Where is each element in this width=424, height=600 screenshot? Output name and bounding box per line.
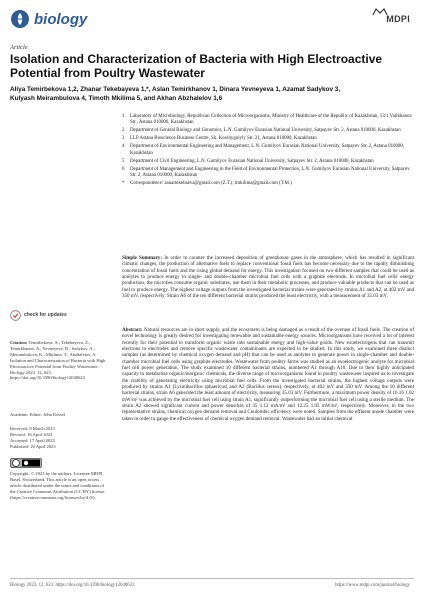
citation-block <box>10 340 108 381</box>
journal-name: biology <box>34 10 88 28</box>
biology-logo-icon <box>10 9 30 29</box>
affiliation-item: 1 Laboratory of Microbiology, Republican Collection of Microorganisms, Ministry of Healthcare of the Republic of Kazakhstan, 13/1 Valikhanov Str., Astana 010000, Kazakhstan <box>122 114 412 126</box>
affiliation-item: 3 LLP Astana Bioscience Business Centre, Sh. Kosshygulyly Str. 21, Astana 010000, Kazakhstan <box>122 136 317 142</box>
affiliation-item: 4 Department of Environmental Engineering and Management, L.N. Gumilyov Eurasian National University, Satpayev Str. 2, Astana 010000, Kazakhstan <box>122 144 405 156</box>
article-type: Article <box>10 44 28 51</box>
received-date: Received: 8 March 2023 <box>10 426 55 431</box>
citation-label: Citation: <box>10 340 28 345</box>
published-date: Published: 20 April 2023 <box>10 444 56 450</box>
accepted-date: Accepted: 17 April 2023 <box>10 438 55 444</box>
updates-label: check for updates <box>24 311 67 318</box>
author-list <box>10 85 414 103</box>
footer-citation[interactable]: Biology 2023, 12, 623. https://doi.org/10.3390/biology12040623 <box>10 583 135 588</box>
summary-text: In order to counter the increased deposition of greenhouse gases in the atmosphere, which has resulted in significant climatic changes, the production of alternative fuels to replace conventional fossil fuels has become necessary due to the rapidly diminishing concentration of fossil fuels and the rising global demand for energy. This investigation focused on two different samples that could be used as anolytes to produce energy in single- and double-chamber microbial fuel cells with a graphite electrode. In microbial fuel cells' energy production, the microbes consume organic substrates, use them in their metabolic processes, and produce valuable products that can be used as fuel to produce energy. The highest voltage outputs from the investigated bacterial strains were generated by strains A1 and A2, at 402 mV and 350 mV, respectively. Strain A6 of the ten different bacterial strains produced the least electricity, with a measurement of 35.03 mV. <box>122 255 415 300</box>
copyright-notice: Copyright: © 2023 by the authors. Licensee MDPI, Basel, Switzerland. This article is an open access article distributed under the terms and conditions of the Creative Commons Attribution (CC BY) license (https://creativecommons.org/licenses/by/4.0/). <box>10 471 105 500</box>
affiliation-item: 5 Department of Civil Engineering, L.N. Gumilyov Eurasian National University, Satpayev Str. 2, Astana 010000, Kazakhstan <box>122 158 374 164</box>
journal-logo[interactable] <box>10 9 87 29</box>
abstract-text: Natural resources are in short supply, and the ecosystem is being damaged as a result of the overuse of fossil fuels. The creation of novel technology is greatly desired for investigating renewable and sustainable energy sources. Microorganisms have received a lot of interest recently for their potential to transform organic waste into sustainable energy and high-value goods. New exoelectrogens that can transmit electrons to electrodes and remove specific wastewater contaminants are expected to be studied. In this study, we examined three distinct samples (as determined by chemical oxygen demand and pH) that can be used as anolytes to generate power in single-chamber and double-chamber microbial fuel cells using graphite electrodes. Wastewater from poultry farms was studied as an exoelectrogenic anolyte for microbial fuel cell power generation. The study examined 10 different bacterial strains, numbered A1 through A10. Due to their highly anticipated capacity to metabolize organic/inorganic chemicals, the diverse range of microorganisms found in poultry wastewater inspired us to investigate the viability of generating electricity using microbial fuel cells. From the investigated bacterial strains, the highest voltage outputs were produced by strains A1 (Lysinibacillus sphaericus) and A2 (Bacillus cereus), respectively, at 402 mV and 350 mV. Among the 10 different bacterial strains, strain A6 generated the least amount of electricity, measuring 35.03 mV. Furthermore, a maximum power density of 16.16 1.02 mW/m² was achieved by the microbial fuel cell using strain A1, significantly outperforming the microbial fuel cell using a sterile medium. The strain A2 showed significant current and power densities of 35 1.12 mA/m² and 12.25 1.05 mW/m², respectively. Moreover, in the two representative strains, chemical oxygen demand removal and Coulombic efficiency were noted. Samples from the effluent anode chamber were taken in order to gauge the effectiveness of chemical oxygen demand removal. Wastewater had an initial chemical <box>122 327 414 422</box>
authors-line-1: Aliya Temirbekova 1,2, Zhanar Tekebayeva 1,*, Aslan Temirkhanov 1, Dinara Yevneyeva 1, Azamat Sadykov 3, <box>10 86 341 93</box>
affiliation-item: 6 Department of Management and Engineering in the Field of Environmental Protection, L.N. Gumilyov Eurasian National University, Satpayev Str. 2, Astana 010000, Kazakhstan <box>122 166 410 179</box>
cc-by-license-icon[interactable] <box>10 458 42 468</box>
abstract-label: Abstract: <box>122 327 143 333</box>
correspondence: * Correspondence: zanartekebaeva@gmail.com (Z.T.); tmkilima@gmail.com (T.M.) <box>122 181 292 187</box>
authors-line-2: Kulyash Meirambulova 4, Timoth Mkilima 5, and Akhan Abzhalelov 1,6 <box>10 95 223 102</box>
update-icon <box>10 310 21 321</box>
abstract <box>122 327 414 422</box>
publication-dates <box>10 426 108 450</box>
publisher-name: MDPI <box>386 14 410 24</box>
academic-editor: Academic Editor: John Kessel <box>10 412 66 417</box>
article-title: Isolation and Characterization of Bacteria with High Electroactive Potential from Poultry Wastewater <box>10 52 383 80</box>
simple-summary <box>122 255 414 299</box>
summary-label: Simple Summary: <box>122 255 163 261</box>
affiliations <box>122 114 414 189</box>
affiliation-item: 2 Department of General Biology and Genomics, L.N. Gumilyov Eurasian National University, Satpayev Str. 2, Astana 010000, Kazakhstan <box>122 128 401 134</box>
citation-text: Temirbekova, A.; Tekebayeva, Z.; Temirkhanov, A.; Yevneyeva, D.; Sadykov, A.; Meirambulova, K.; Mkilima, T.; Abzhalelov, A. Isolation and Characterization of Bacteria with High Electroactive Potential from Poultry Wastewater. <box>10 340 106 369</box>
footer-divider <box>10 578 414 579</box>
check-for-updates-badge[interactable] <box>10 310 67 321</box>
revised-date: Revised: 16 April 2023 <box>10 432 53 438</box>
journal-url[interactable]: https://www.mdpi.com/journal/biology <box>335 583 410 588</box>
citation-journal[interactable]: Biology 2023, 12, 623. https://doi.org/10.3390/biology12040623 <box>10 369 85 381</box>
